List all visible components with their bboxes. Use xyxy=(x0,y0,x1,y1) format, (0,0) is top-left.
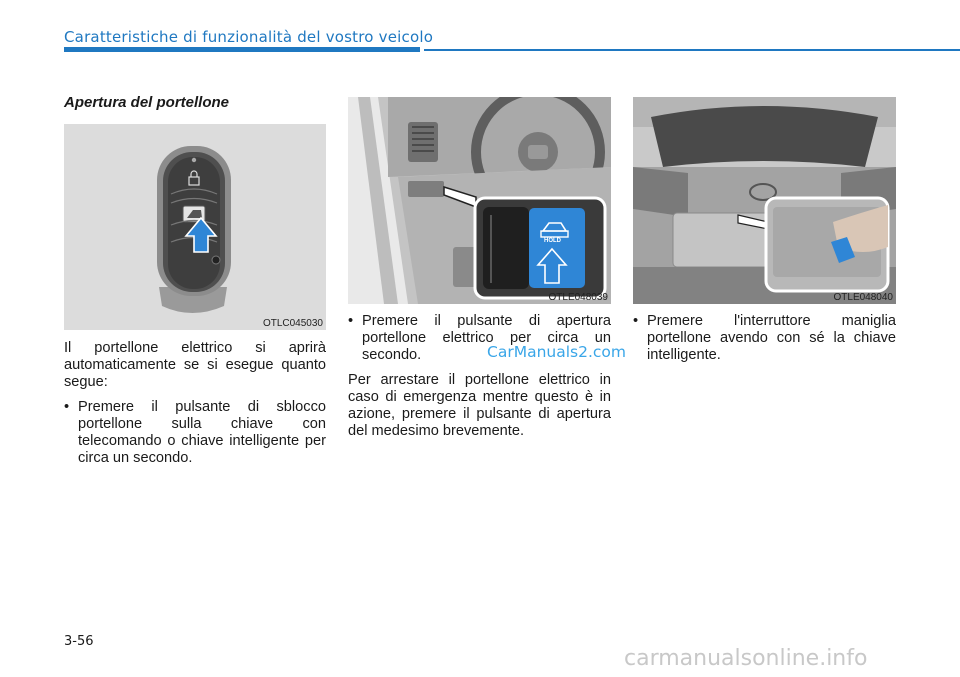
figure-caption: OTLE048040 xyxy=(833,292,893,303)
column-1-paragraph: Il portellone elettrico si aprirà automaticamente se si esegue quanto segue: xyxy=(64,340,326,390)
figure-smart-key xyxy=(64,124,326,330)
bullet-icon: • xyxy=(633,313,639,329)
column-2-bullet-text: Premere il pulsante di apertura portellone elettrico per circa un secondo. xyxy=(362,313,611,363)
smart-key-illustration xyxy=(64,124,326,330)
header-rule-thin xyxy=(424,49,960,51)
page-number: 3-56 xyxy=(64,634,94,649)
hold-button-label: HOLD xyxy=(544,238,561,244)
watermark-carmanualsonline[interactable]: carmanualsonline.info xyxy=(624,646,868,671)
bullet-icon: • xyxy=(64,399,70,415)
column-2-paragraph: Per arrestare il portellone elettrico in caso di emergenza mentre questo è in azione, premere il pulsante di apertura del medesimo brevemente. xyxy=(348,372,611,439)
dashboard-illustration xyxy=(348,97,611,304)
column-3-bullet-text: Premere l'interruttore maniglia portellone avendo con sé la chiave intelligente. xyxy=(647,313,896,363)
tailgate-illustration xyxy=(633,97,896,304)
column-1-text xyxy=(64,340,326,475)
column-1-bullet-text: Premere il pulsante di sblocco portellone sulla chiave con telecomando o chiave intelligente per circa un secondo. xyxy=(78,399,326,466)
figure-caption: OTLC045030 xyxy=(262,318,323,329)
figure-dashboard xyxy=(348,97,611,304)
figure-tailgate xyxy=(633,97,896,304)
header-title: Caratteristiche di funzionalità del vostro veicolo xyxy=(64,28,434,46)
header-rule-thick xyxy=(64,47,420,52)
column-3-text xyxy=(633,313,896,372)
section-heading: Apertura del portellone xyxy=(64,94,230,111)
bullet-icon: • xyxy=(348,313,354,329)
column-2-text xyxy=(348,313,611,448)
column-1-bullet xyxy=(64,399,326,467)
column-3-bullet xyxy=(633,313,896,364)
figure-caption: OTLE048039 xyxy=(548,292,608,303)
watermark-carmanuals2[interactable]: CarManuals2.com xyxy=(487,343,626,361)
